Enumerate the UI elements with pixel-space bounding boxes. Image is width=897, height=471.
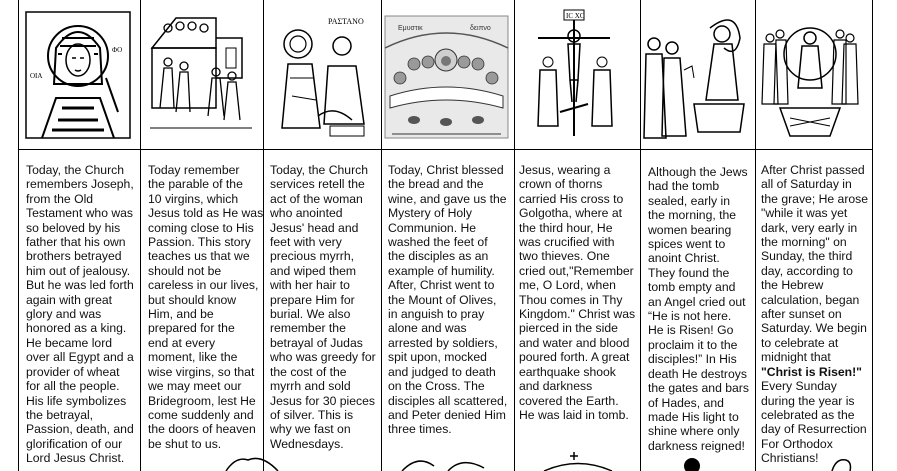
last-supper-icon bbox=[384, 8, 509, 142]
joseph-icon bbox=[22, 8, 134, 142]
joseph-text: Today, the Church remembers Joseph, from the Old Testament who was so beloved by his father that his own brothers betrayed him out of jealousy. But he was led forth again with great glory and was honored as a king. He became lord over all Egypt and a provider of wheat for all the people. His life symbolizes the betrayal, Passion, death, and glorification of our Lord Jesus Christ. bbox=[26, 163, 134, 466]
bottom-illustration bbox=[672, 452, 712, 471]
bottom-illustration bbox=[828, 452, 854, 471]
resurrection-text-outro: Every Sunday during the year is celebrated as the day of Resurrection For Orthodox Christians! bbox=[761, 379, 867, 466]
empty-tomb-text: Although the Jews had the tomb sealed, early in the morning, the women bearing spices went to anoint Christ. They found the tomb empty and an Angel cried out “He is not here. He is Risen! Go proclaim it to the disciples!” In His death He destroys the gates and bars of Hades, and made His light to shine where only darkness reigned! bbox=[648, 165, 749, 453]
ten-virgins-text: Today remember the parable of the 10 virgins, which Jesus told as He was coming close to His Passion. This story teaches us that we should not be careless in our lives, but should know Him, and be prepared for the end at every moment, like the wise virgins, so that we may meet our Bridegroom, lest He come suddenly and the doors of heaven be shut to us. bbox=[148, 163, 264, 451]
row-divider bbox=[18, 149, 872, 150]
svg-text:IC XC: IC XC bbox=[566, 12, 585, 20]
resurrection-icon bbox=[760, 8, 860, 142]
bottom-illustration bbox=[222, 452, 282, 471]
empty-tomb-icon bbox=[640, 8, 746, 142]
christ-is-risen-text: "Christ is Risen!" bbox=[761, 364, 862, 379]
resurrection-text bbox=[761, 163, 871, 466]
bottom-illustration bbox=[398, 452, 488, 471]
svg-text:OIA: OIA bbox=[30, 72, 43, 80]
resurrection-text-intro: After Christ passed all of Saturday in the grave; He arose "while it was yet dark, very early in the morning" on Sunday, the third day, according to the Hebrew calculation, began after sunset on Saturday. We begin to celebrate at midnight that bbox=[761, 163, 869, 365]
ten-virgins-icon bbox=[146, 8, 256, 142]
anointing-icon bbox=[268, 8, 378, 142]
svg-text:Εμυστικ: Εμυστικ bbox=[398, 25, 423, 32]
svg-text:δειπνο: δειπνο bbox=[470, 25, 491, 32]
svg-text:ΦΟ: ΦΟ bbox=[112, 46, 123, 54]
crucifixion-icon bbox=[530, 8, 620, 142]
bottom-illustration bbox=[538, 452, 618, 471]
crucifixion-text: Jesus, wearing a crown of thorns carried His cross to Golgotha, where at the third hour, He was crucified with two thieves. One cried out,"Remember me, O Lord, when Thou comes in Thy Kingdom." Christ was pierced in the side and water and blood poured forth. A great earthquake shook and darkness covered the Earth. He was laid in tomb. bbox=[519, 163, 636, 422]
svg-text:ΡΑΣΤΑΝΟ: ΡΑΣΤΑΝΟ bbox=[328, 17, 364, 26]
last-supper-text: Today, Christ blessed the bread and the wine, and gave us the Mystery of Holy Communion. He washed the feet of the disciples as an example of humility. After, Christ went to the Mount of Olives, in anguish to pray alone and was arrested by soldiers, spit upon, mocked and judged to death on the Cross. The disciples all scattered, and Peter denied Him three times. bbox=[388, 163, 508, 437]
anointing-text: Today, the Church services retell the act of the woman who anointed Jesus' head and feet with very precious myrrh, and wiped them with her hair to prepare Him for burial. We also remember the betrayal of Judas who was greedy for the cost of the myrrh and sold Jesus for 30 pieces of silver. This is why we fast on Wednesdays. bbox=[270, 163, 376, 451]
